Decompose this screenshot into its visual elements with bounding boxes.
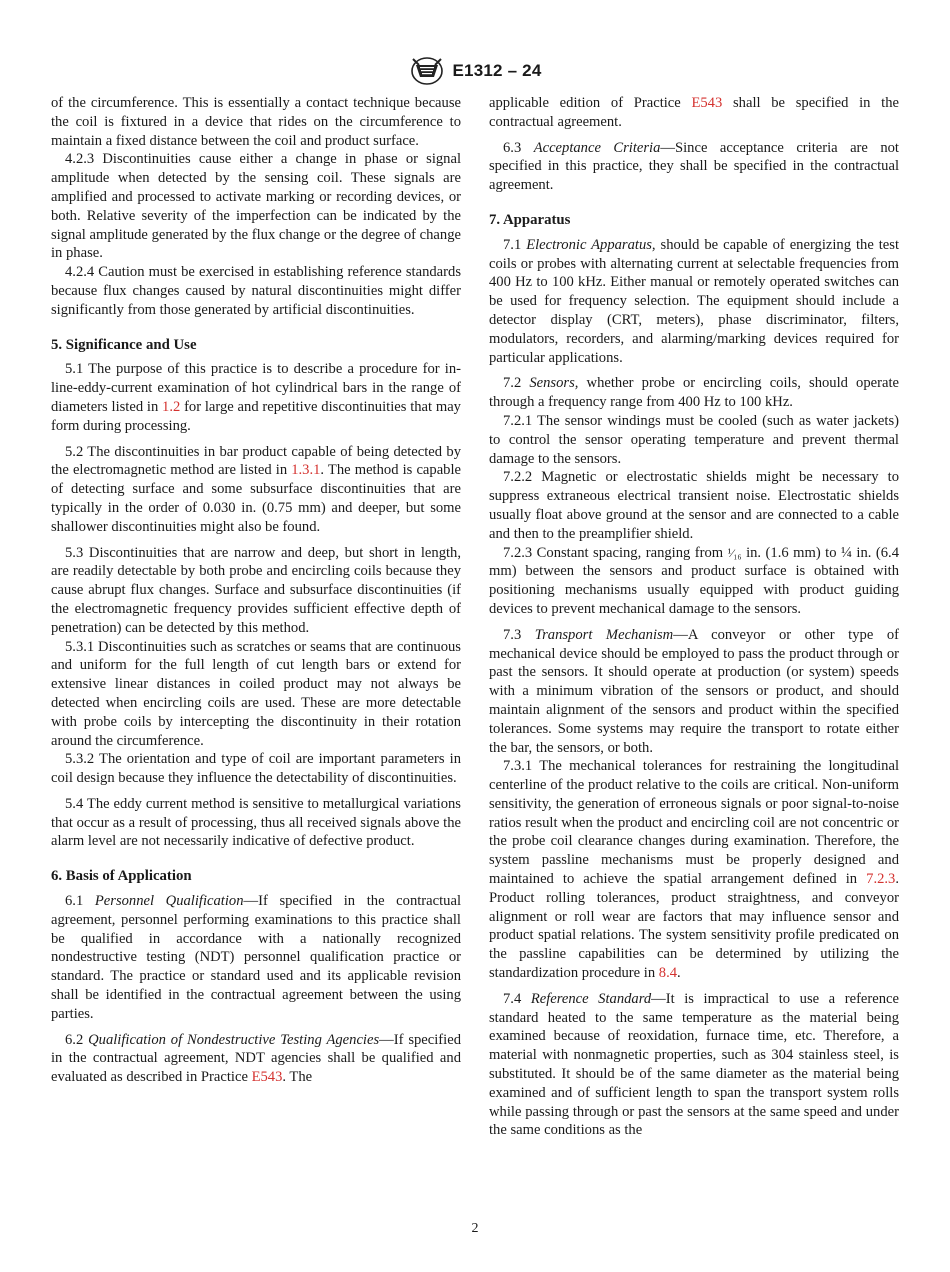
paragraph-5-2: 5.2 The discontinuities in bar product capable of being detected by the electromagnetic method are listed in 1.3.1. The method is capable of detecting surface and some subsurface discontinuities that are typically in the order of 0.030 in. (0.75 mm) and deeper, but some shallower discontinuities might also be found.	[51, 443, 461, 535]
page-number: 2	[471, 1221, 479, 1236]
paragraph-7-2-2: 7.2.2 Magnetic or electrostatic shields might be necessary to suppress extraneous electrical transient noise. Electrostatic shields usually float above ground at the sensor and are connected to a cable and then to the preamplifier shield.	[489, 469, 899, 542]
paragraph-4-2-4: 4.2.4 Caution must be exercised in establishing reference standards because flux changes caused by natural discontinuities might differ significantly from those generated by artificial discontinuities.	[51, 264, 461, 318]
paragraph-7-2-1: 7.2.1 The sensor windings must be cooled (such as water jackets) to control the sensor operating temperature and prevent thermal damage to the sensors.	[489, 412, 899, 467]
astm-logo-icon	[409, 56, 445, 86]
ref-link-7-2-3[interactable]: 7.2.3	[866, 871, 896, 888]
paragraph-6-2: 6.2 Qualification of Nondestructive Testing Agencies—If specified in the contractual agreement, NDT agencies shall be qualified and evaluated as described in Practice E543. The	[51, 1031, 461, 1086]
page-header	[0, 56, 950, 86]
paragraph-5-4: 5.4 The eddy current method is sensitive to metallurgical variations that occur as a result of processing, thus all received signals above the alarm level are not necessarily indicative of defective product.	[51, 795, 461, 850]
paragraph-7-1: 7.1 Electronic Apparatus, should be capable of energizing the test coils or probes with alternating current at selectable frequencies from 400 Hz to 100 kHz. Either manual or remotely operated switches can be used for frequency selection. The equipment should include a detector display (CRT, meters), phase discriminator, filters, modulators, recorders, and alarming/marking devices required for particular applications.	[489, 236, 900, 366]
section-heading-6: 6. Basis of Application	[51, 868, 192, 885]
paragraph-7-2: 7.2 Sensors, whether probe or encircling coils, should operate through a frequency range from 400 Hz to 100 kHz.	[489, 375, 899, 411]
ref-link-e543[interactable]: E543	[251, 1069, 283, 1086]
right-column	[489, 94, 899, 1140]
paragraph-6-3: 6.3 Acceptance Criteria—Since acceptance criteria are not specified in this practice, they shall be specified in the contractual agreement.	[489, 139, 899, 194]
document-designation: E1312 – 24	[452, 61, 542, 80]
paragraph-7-4: 7.4 Reference Standard—It is impractical to use a reference standard heated to the same temperature as the material being examined because of reoxidation, furnace time, etc. Therefore, a material with nonmagnetic properties, such as 304 stainless steel, is substituted. It should be of the same diameter as the material being examined and of sufficient length to span the transport system rolls while passing through or past the sensors at the same speed and under the same conditions as the	[489, 990, 899, 1139]
ref-link-1-2[interactable]: 1.2	[162, 398, 181, 415]
paragraph-5-3-1: 5.3.1 Discontinuities such as scratches or seams that are continuous and uniform for the full length of cut length bars or extend for extensive linear distances in coiled product may not always be detected when encircling coils are used. These are more detectable with probe coils by intercepting the discontinuity in their rotation around the circumference.	[51, 638, 461, 749]
section-heading-5: 5. Significance and Use	[51, 336, 197, 353]
ref-link-1-3-1[interactable]: 1.3.1	[291, 462, 321, 479]
paragraph-continuation: of the circumference. This is essentially a contact technique because the coil is fixtured in a device that rides on the circumference to maintain a fixed distance between the coil and product surface.	[51, 95, 461, 149]
section-heading-7: 7. Apparatus	[489, 211, 571, 228]
paragraph-7-2-3: 7.2.3 Constant spacing, ranging from ¹⁄₁₆ in. (1.6 mm) to ¼ in. (6.4 mm) between the sensors and product surface is obtained with positioning mechanisms usually equipped with product guiding devices to prevent mechanical damage to the sensors.	[489, 544, 899, 617]
paragraph-continuation-right: applicable edition of Practice E543 shall be specified in the contractual agreement.	[489, 95, 899, 130]
paragraph-7-3: 7.3 Transport Mechanism—A conveyor or other type of mechanical device should be employed to pass the product through or past the sensors. It should operate at production (or system) speeds with a minimum vibration of the sensors or product, and should maintain alignment of the sensors and product within the specified tolerances. Some systems may require the transport to rotate either the bar, the sensors, or both.	[489, 626, 900, 756]
ref-link-e543-right[interactable]: E543	[691, 95, 723, 111]
paragraph-5-1: 5.1 The purpose of this practice is to describe a procedure for in-line-eddy-current examination of hot cylindrical bars in the range of diameters listed in 1.2 for large and repetitive discontinuities that may form during processing.	[51, 361, 461, 434]
paragraph-7-3-1: 7.3.1 The mechanical tolerances for restraining the longitudinal centerline of the product relative to the coils are critical. Non-uniform sensitivity, the generation of erroneous signals or poor signal-to-noise ratios result when the product and encircling coil are not concentric or the probe coil clearance changes during examination. Therefore, the system passline mechanisms must be properly designed and maintained to achieve the spatial arrangement defined in 7.2.3. Product rolling tolerances, product straightness, and conveyor alignment or roll wear are factors that may influence sensor and product spatial relations. The system sensitivity profile predicated on the passline capabilities can be determined by utilizing the standardization procedure in 8.4.	[489, 758, 899, 982]
paragraph-5-3-2: 5.3.2 The orientation and type of coil are important parameters in coil design because they influence the detectability of discontinuities.	[51, 751, 461, 787]
paragraph-5-3: 5.3 Discontinuities that are narrow and deep, but short in length, are readily detectable by both probe and encircling coils because they cause abrupt flux changes. Surface and subsurface discontinuities (if the electromagnetic frequency provides sufficient effective depth of penetration) can be detected by this method.	[51, 544, 461, 636]
ref-link-8-4[interactable]: 8.4	[658, 965, 678, 982]
left-column	[51, 94, 461, 1087]
paragraph-6-1: 6.1 Personnel Qualification—If specified in the contractual agreement, personnel performing examinations to this practice shall be qualified in accordance with a nationally recognized nondestructive testing (NDT) personnel qualification practice or standard. The practice or standard used and its applicable revision shall be identified in the contractual agreement between the using parties.	[51, 893, 462, 1022]
paragraph-4-2-3: 4.2.3 Discontinuities cause either a change in phase or signal amplitude when detected by the sensing coil. These signals are amplified and processed to activate marking or recording devices, or both. Relative severity of the imperfection can be indicated by the signal amplitude generated by the flux change or the degree of change in phase.	[51, 151, 461, 262]
